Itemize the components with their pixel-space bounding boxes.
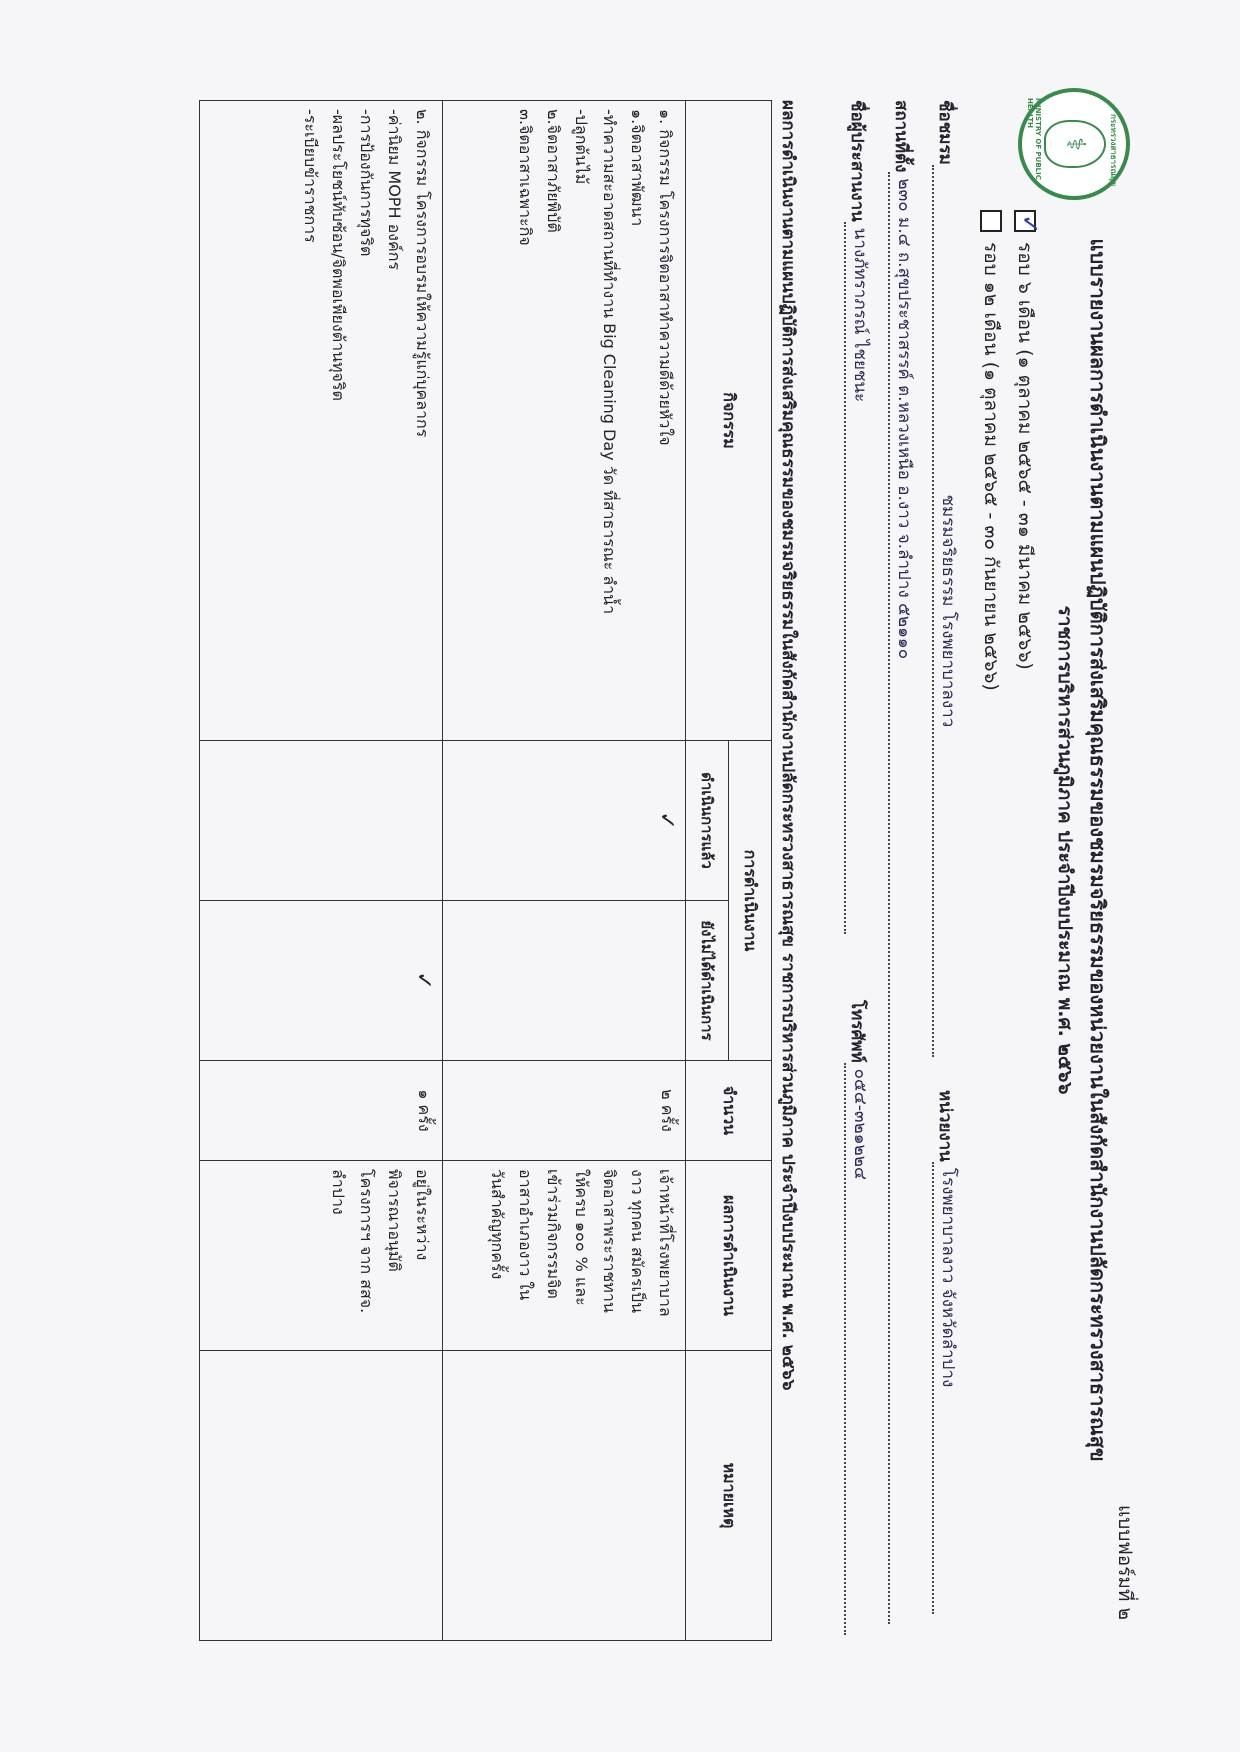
form-sheet <box>110 70 1140 1690</box>
activity-line: -ระเบียบข้าราชการ <box>301 109 320 243</box>
address-field <box>888 100 918 1624</box>
club-name-field <box>932 100 962 1057</box>
header-not-done: ยังไม่ได้ดำเนินการ <box>686 901 729 1061</box>
activity-line: ๑. กิจกรรม โครงการจิตอาสาทำความดีด้วยหัวใจ <box>656 109 675 446</box>
result-line: อยู่ในระหว่าง <box>413 1169 432 1261</box>
result-line: ลำปาง <box>329 1169 348 1215</box>
activity-line: ๒.จิตอาสาภัยพิบัติ <box>544 109 563 233</box>
header-status: การดำเนินงาน <box>729 741 772 1061</box>
unit-field <box>932 1090 962 1614</box>
logo-text-top: กระทรวงสาธารณสุข <box>1109 114 1118 187</box>
count-cell: ๑ ครั้ง <box>200 1061 443 1161</box>
performance-table <box>199 100 772 1641</box>
unit-label: หน่วยงาน <box>935 1090 955 1162</box>
result-line: โครงการฯ จาก สสจ. <box>357 1169 376 1314</box>
round-6-month-label: รอบ ๖ เดือน (๑ ตุลาคม ๒๕๖๕ - ๓๑ มีนาคม ๒๕๖๖) <box>1014 242 1036 670</box>
garuda-seal-icon: ⚕ <box>1044 120 1106 168</box>
round-12-month-label: รอบ ๑๒ เดือน (๑ ตุลาคม ๒๕๖๕ - ๓๐ กันยายน ๒๕๖๖) <box>980 242 1002 691</box>
header-remark: หมายเหตุ <box>686 1351 772 1641</box>
activity-line: -ค่านิยม MOPH องค์กร <box>385 109 404 270</box>
club-name-value[interactable]: ชมรมจริยธรรม โรงพยาบาลงาว <box>932 165 962 1057</box>
phone-label: โทรศัพท์ <box>847 1000 867 1063</box>
not-done-cell[interactable] <box>443 901 686 1061</box>
count-cell: ๒ ครั้ง <box>443 1061 686 1161</box>
header-activity: กิจกรรม <box>686 101 772 741</box>
done-cell[interactable] <box>443 741 686 901</box>
result-line: เข้าร่วมกิจกรรมจิต <box>544 1169 563 1299</box>
unit-value[interactable]: โรงพยาบาลงาว จังหวัดลำปาง <box>932 1162 962 1614</box>
phone-field <box>844 1000 874 1635</box>
coordinator-label: ชื่อผู้ประสานงาน <box>847 100 867 222</box>
activity-line: ๒. กิจกรรม โครงการอบรมให้ความรู้แก่บุคลากร <box>413 109 432 438</box>
activity-line: ๑.จิตอาสาพัฒนา <box>628 109 647 227</box>
activity-cell <box>443 101 686 741</box>
result-line: จิตอาสาพระราชทาน <box>600 1169 619 1313</box>
result-line: ให้ครบ ๑๐๐ % และ <box>572 1169 591 1306</box>
coordinator-value[interactable]: นางภัทราภรณ์ ไชยชนะ <box>844 222 874 934</box>
form-title: แบบรายงานผลการดำเนินงานตามแผนปฏิบัติการส่งเสริมคุณธรรมของชมรมจริยธรรมของหน่วยงานในสังกัดสำนักงานปลัดกระทรวงสาธารณสุข <box>1086 238 1110 1462</box>
result-cell <box>443 1161 686 1351</box>
checkmark-icon: ✓ <box>654 811 679 830</box>
form-subtitle: ราชการบริหารส่วนภูมิภาค ประจำปีงบประมาณ พ.ศ. ๒๕๖๖ <box>1054 605 1076 1095</box>
result-line: เจ้าหน้าที่โรงพยาบาล <box>656 1169 675 1317</box>
activity-line: ๓.จิตอาสาเฉพาะกิจ <box>516 109 535 246</box>
header-count: จำนวน <box>686 1061 772 1161</box>
phone-value[interactable]: ๐๕๔-๓๒๑๒๒๔ <box>844 1063 874 1635</box>
round-6-month[interactable] <box>1010 210 1044 670</box>
remark-cell <box>200 1351 443 1641</box>
result-cell <box>200 1161 443 1351</box>
activity-cell <box>200 101 443 741</box>
round-12-month-checkbox[interactable] <box>980 210 1002 232</box>
performance-heading: ผลการดำเนินงานตามแผนปฏิบัติการส่งเสริมคุณธรรมของชมรมจริยธรรมในสังกัดสำนักงานปลัดกระทรวงสาธารณสุข ราชการบริหารส่วนภูมิภาค ประจำปีงบประมาณ พ.ศ. ๒๕๖๖ <box>778 100 798 1391</box>
not-done-cell[interactable] <box>200 901 443 1061</box>
checkmark-icon: ✓ <box>1016 214 1044 235</box>
table-row <box>200 101 443 1641</box>
round-6-month-checkbox[interactable] <box>1014 210 1044 235</box>
activity-line: -ปลูกต้นไม้ <box>572 109 591 185</box>
round-12-month[interactable] <box>976 210 1006 691</box>
header-result: ผลการดำเนินงาน <box>686 1161 772 1351</box>
activity-line: -การป้องกันการทุจริต <box>357 109 376 257</box>
result-line: อาสาอำเภองาว ใน <box>516 1169 535 1301</box>
address-value[interactable]: ๒๓๐ ม.๔ ถ.สุขประชาสรรค์ ต.หลวงเหนือ อ.งาว จ.ลำปาง ๕๒๑๑๐ <box>888 172 918 1624</box>
header-done: ดำเนินการแล้ว <box>686 741 729 901</box>
activity-line: -ผลประโยชน์ทับซ้อน/จิตพอเพียงต้านทุจริต <box>329 109 348 401</box>
table-header-row <box>729 101 772 1641</box>
done-cell[interactable] <box>200 741 443 901</box>
address-label: สถานที่ตั้ง <box>891 100 911 173</box>
table-row <box>443 101 686 1641</box>
remark-cell <box>443 1351 686 1641</box>
club-name-label: ชื่อชมรม <box>935 100 955 165</box>
result-line: งาว ทุกคน สมัครเป็น <box>628 1169 647 1313</box>
checkmark-icon: ✓ <box>411 971 436 990</box>
form-number-label: แบบฟอร์มที่ ๒ <box>1114 1504 1136 1620</box>
coordinator-field <box>844 100 874 934</box>
activity-line: -ทำความสะอาดสถานที่ทำงาน Big Cleaning Day วัด ที่สาธารณะ ลำน้ำ <box>600 109 619 615</box>
logo-text-bottom: MINISTRY OF PUBLIC HEALTH <box>1026 98 1042 180</box>
result-line: พิจารณาอนุมัติ <box>385 1169 404 1272</box>
result-line: วันสำคัญทุกครั้ง <box>488 1169 507 1280</box>
